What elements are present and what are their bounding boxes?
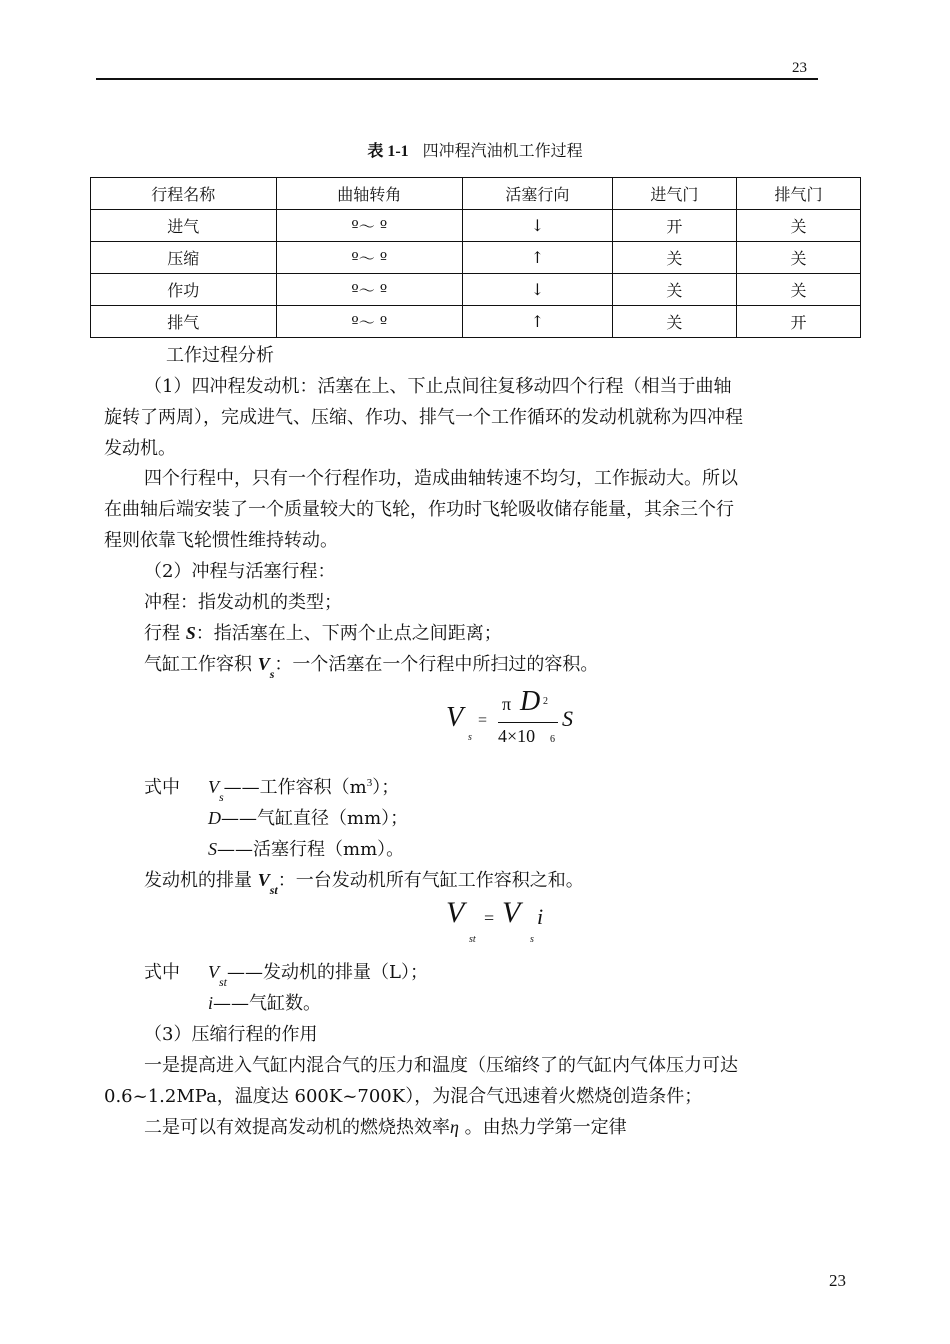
footer-page-number: 23 <box>829 1271 846 1290</box>
text-run: 。由热力学第一定律 <box>458 1117 627 1138</box>
table-header-cell: 进气门 <box>612 178 736 210</box>
subscript: st <box>219 975 228 989</box>
text-run: 二是可以有效提高发动机的燃烧热效率 <box>144 1117 450 1138</box>
table-cell: º～ º <box>276 242 463 274</box>
stroke-process-table <box>90 177 861 338</box>
eq-numerator-exp: 2 <box>543 696 548 707</box>
table-cell: º～ º <box>276 274 463 306</box>
symbol-S: S <box>185 623 196 643</box>
symbol-i: i <box>208 993 214 1013</box>
eq-lhs: V <box>446 702 464 733</box>
table-caption-title: 四冲程汽油机工作过程 <box>422 141 583 160</box>
paragraph-line: （3）压缩行程的作用 <box>144 1024 318 1045</box>
definition-line <box>208 803 408 834</box>
definition-lead: 式中 <box>144 962 180 983</box>
definition-line <box>208 957 428 990</box>
subscript: s <box>269 667 275 681</box>
equation-displacement <box>440 896 560 956</box>
symbol-D: D <box>208 808 221 828</box>
text-run: 行程 <box>144 623 186 644</box>
eq-lhs: V <box>446 896 465 929</box>
superscript: 3 <box>366 777 373 789</box>
table-cell: 开 <box>612 210 736 242</box>
table-cell: ↓ <box>463 274 613 306</box>
eq-equals: = <box>484 908 495 928</box>
table-row <box>91 274 861 306</box>
paragraph-line <box>144 649 598 682</box>
text-run: ——气缸数。 <box>213 993 322 1014</box>
table-cell: ↑ <box>463 242 613 274</box>
eq-pi: π <box>502 694 512 714</box>
definition-lead: 式中 <box>144 777 180 798</box>
paragraph-line <box>144 865 584 898</box>
table-caption <box>0 138 950 161</box>
text-run: ：指活塞在上、下两个止点之间距离； <box>195 623 502 644</box>
symbol-V: V <box>257 870 270 890</box>
eq-factor-i: i <box>537 904 544 929</box>
eq-lhs-sub: st <box>469 934 476 945</box>
paragraph-line: 旋转了两周），完成进气、压缩、作功、排气一个工作循环的发动机就称为四冲程 <box>104 407 743 428</box>
table-cell: 进气 <box>91 210 277 242</box>
paragraph-line: 四个行程中，只有一个行程作功，造成曲轴转速不均匀，工作振动大。所以 <box>144 468 738 489</box>
table-cell: 关 <box>612 274 736 306</box>
table-row <box>91 306 861 338</box>
text-run: ——工作容积（m <box>223 777 367 798</box>
table-cell: 关 <box>736 242 860 274</box>
text-run: ——活塞行程（mm）。 <box>217 839 405 860</box>
table-cell: 关 <box>736 274 860 306</box>
table-cell: ↑ <box>463 306 613 338</box>
symbol-S: S <box>208 839 217 859</box>
header-rule <box>96 78 818 80</box>
eq-fraction-bar <box>498 722 558 723</box>
definition-line <box>208 772 399 806</box>
table-cell: 开 <box>736 306 860 338</box>
eq-numerator-D: D <box>520 686 541 717</box>
table-row <box>91 210 861 242</box>
text-run: 气缸工作容积 <box>144 654 258 675</box>
paragraph-line: 在曲轴后端安装了一个质量较大的飞轮，作功时飞轮吸收储存能量，其余三个行 <box>104 499 734 520</box>
table-cell: º～ º <box>276 306 463 338</box>
eq-equals: = <box>478 712 488 729</box>
paragraph-line <box>144 1112 627 1143</box>
table-cell: 关 <box>736 210 860 242</box>
paragraph-line: （1）四冲程发动机：活塞在上、下止点间往复移动四个行程（相当于曲轴 <box>144 376 732 397</box>
table-caption-number: 表 1-1 <box>367 143 409 160</box>
text-run: ：一个活塞在一个行程中所扫过的容积。 <box>274 654 599 675</box>
eq-rhs-S: S <box>562 706 573 731</box>
table-cell: 压缩 <box>91 242 277 274</box>
paragraph-line: 0.6~1.2MPa，温度达 600K~700K），为混合气迅速着火燃烧创造条件； <box>104 1086 703 1107</box>
symbol-V: V <box>208 962 219 982</box>
table-row <box>91 242 861 274</box>
table-cell: 关 <box>612 306 736 338</box>
paragraph-line: 发动机。 <box>104 438 176 459</box>
section-title: 工作过程分析 <box>166 345 274 366</box>
subscript: s <box>219 790 224 804</box>
table-header-cell: 行程名称 <box>91 178 277 210</box>
table-header-cell: 曲轴转角 <box>276 178 463 210</box>
subscript: st <box>269 883 278 897</box>
text-run: ）； <box>372 777 400 798</box>
symbol-V: V <box>257 654 270 674</box>
paragraph-line: 冲程：指发动机的类型； <box>144 592 342 613</box>
definition-line <box>208 988 321 1019</box>
table-header-cell: 排气门 <box>736 178 860 210</box>
paragraph-line: 一是提高进入气缸内混合气的压力和温度（压缩终了的气缸内气体压力可达 <box>144 1055 738 1076</box>
equation-swept-volume <box>440 686 600 760</box>
eq-rhs-V: V <box>502 896 521 929</box>
table-cell: 排气 <box>91 306 277 338</box>
eq-denominator-exp: 6 <box>550 734 555 745</box>
paragraph-line <box>144 618 502 649</box>
table-cell: 关 <box>612 242 736 274</box>
text-run: ：一台发动机所有气缸工作容积之和。 <box>277 870 584 891</box>
header-page-number: 23 <box>792 60 807 76</box>
eq-rhs-sub: s <box>530 934 534 945</box>
table-header-row <box>91 178 861 210</box>
text-run: ——发动机的排量（L）； <box>227 962 428 983</box>
table-cell: º～ º <box>276 210 463 242</box>
text-run: ——气缸直径（mm）； <box>221 808 409 829</box>
paragraph-line: （2）冲程与活塞行程： <box>144 561 336 582</box>
definition-line <box>208 834 404 865</box>
table-cell: 作功 <box>91 274 277 306</box>
symbol-V: V <box>208 777 219 797</box>
symbol-eta: η <box>450 1117 459 1137</box>
paragraph-line: 程则依靠飞轮惯性维持转动。 <box>104 530 338 551</box>
eq-lhs-sub: s <box>468 732 472 743</box>
table-header-cell: 活塞行向 <box>463 178 613 210</box>
eq-denominator: 4×10 <box>498 726 536 746</box>
text-run: 发动机的排量 <box>144 870 258 891</box>
table-cell: ↓ <box>463 210 613 242</box>
